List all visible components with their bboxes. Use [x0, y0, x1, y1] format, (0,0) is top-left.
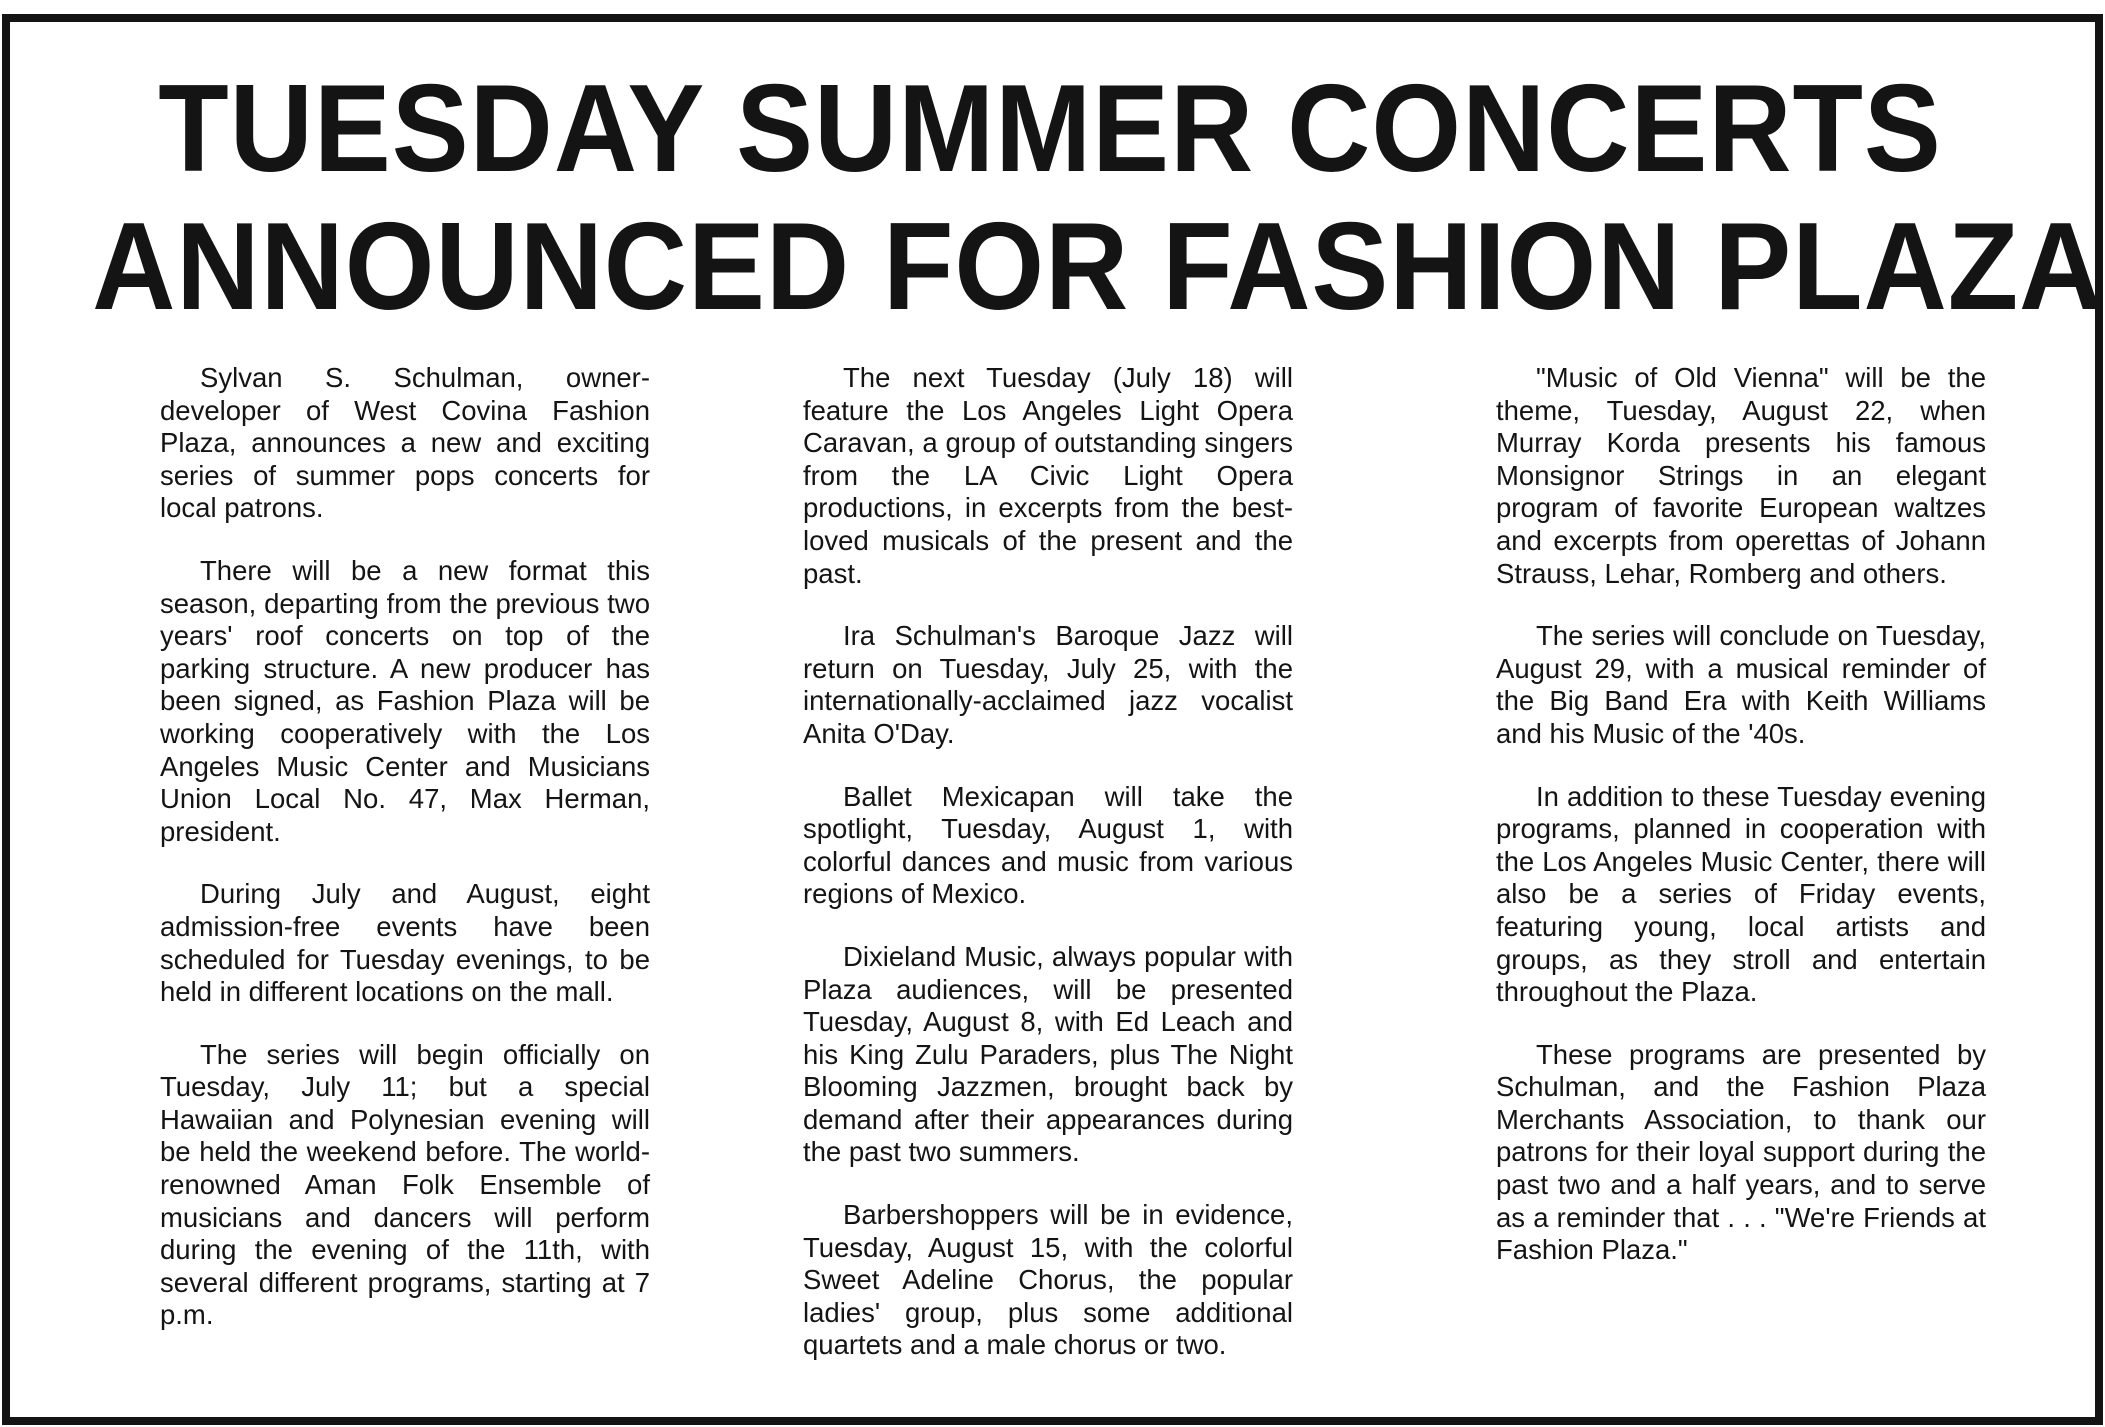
paragraph: The series will conclude on Tuesday, August 29, with a musical reminder of the Big Band Era with Keith Williams and his Music of the '40s. [1496, 620, 1986, 749]
article-column-3 [1496, 362, 1986, 1297]
headline [92, 60, 2104, 336]
paragraph: Barbershoppers will be in evidence, Tuesday, August 15, with the colorful Sweet Adeline Chorus, the popular ladies' group, plus some additional quartets and a male chorus or two. [803, 1199, 1293, 1361]
article-column-1 [160, 362, 650, 1362]
headline-line-1: TUESDAY SUMMER CONCERTS [158, 60, 1942, 198]
paragraph: "Music of Old Vienna" will be the theme, Tuesday, August 22, when Murray Korda presents his famous Monsignor Strings in an elegant program of favorite European waltzes and excerpts from operettas of Johann Strauss, Lehar, Romberg and others. [1496, 362, 1986, 589]
paragraph: There will be a new format this season, departing from the previous two years' roof concerts on top of the parking structure. A new producer has been signed, as Fashion Plaza will be working cooperatively with the Los Angeles Music Center and Musicians Union Local No. 47, Max Herman, president. [160, 554, 650, 847]
paragraph: In addition to these Tuesday evening programs, planned in cooperation with the Los Angeles Music Center, there will also be a series of Friday events, featuring young, local artists and groups, as they stroll and entertain throughout the Plaza. [1496, 780, 1986, 1008]
paragraph: The series will begin officially on Tuesday, July 11; but a special Hawaiian and Polynesian evening will be held the weekend before. The world-renowned Aman Folk Ensemble of musicians and dancers will perform during the evening of the 11th, with several different programs, starting at 7 p.m. [160, 1038, 650, 1331]
paragraph: During July and August, eight admission-free events have been scheduled for Tuesday evenings, to be held in different locations on the mall. [160, 878, 650, 1008]
paragraph: Dixieland Music, always popular with Plaza audiences, will be presented Tuesday, August 8, with Ed Leach and his King Zulu Paraders, plus The Night Blooming Jazzmen, brought back by demand after their appearances during the past two summers. [803, 940, 1293, 1168]
paragraph: Sylvan S. Schulman, owner-developer of West Covina Fashion Plaza, announces a new and exciting series of summer pops concerts for local patrons. [160, 362, 650, 524]
headline-line-2: ANNOUNCED FOR FASHION PLAZA [92, 198, 2104, 336]
paragraph: Ballet Mexicapan will take the spotlight, Tuesday, August 1, with colorful dances and music from various regions of Mexico. [803, 780, 1293, 910]
paragraph: The next Tuesday (July 18) will feature the Los Angeles Light Opera Caravan, a group of outstanding singers from the LA Civic Light Opera productions, in excerpts from the best-loved musicals of the present and the past. [803, 362, 1293, 589]
article-column-2 [803, 362, 1293, 1392]
paragraph: Ira Schulman's Baroque Jazz will return on Tuesday, July 25, with the internationally-acclaimed jazz vocalist Anita O'Day. [803, 620, 1293, 749]
paragraph: These programs are presented by Schulman, and the Fashion Plaza Merchants Association, to thank our patrons for their loyal support during the past two and a half years, and to serve as a reminder that . . . "We're Friends at Fashion Plaza." [1496, 1038, 1986, 1266]
